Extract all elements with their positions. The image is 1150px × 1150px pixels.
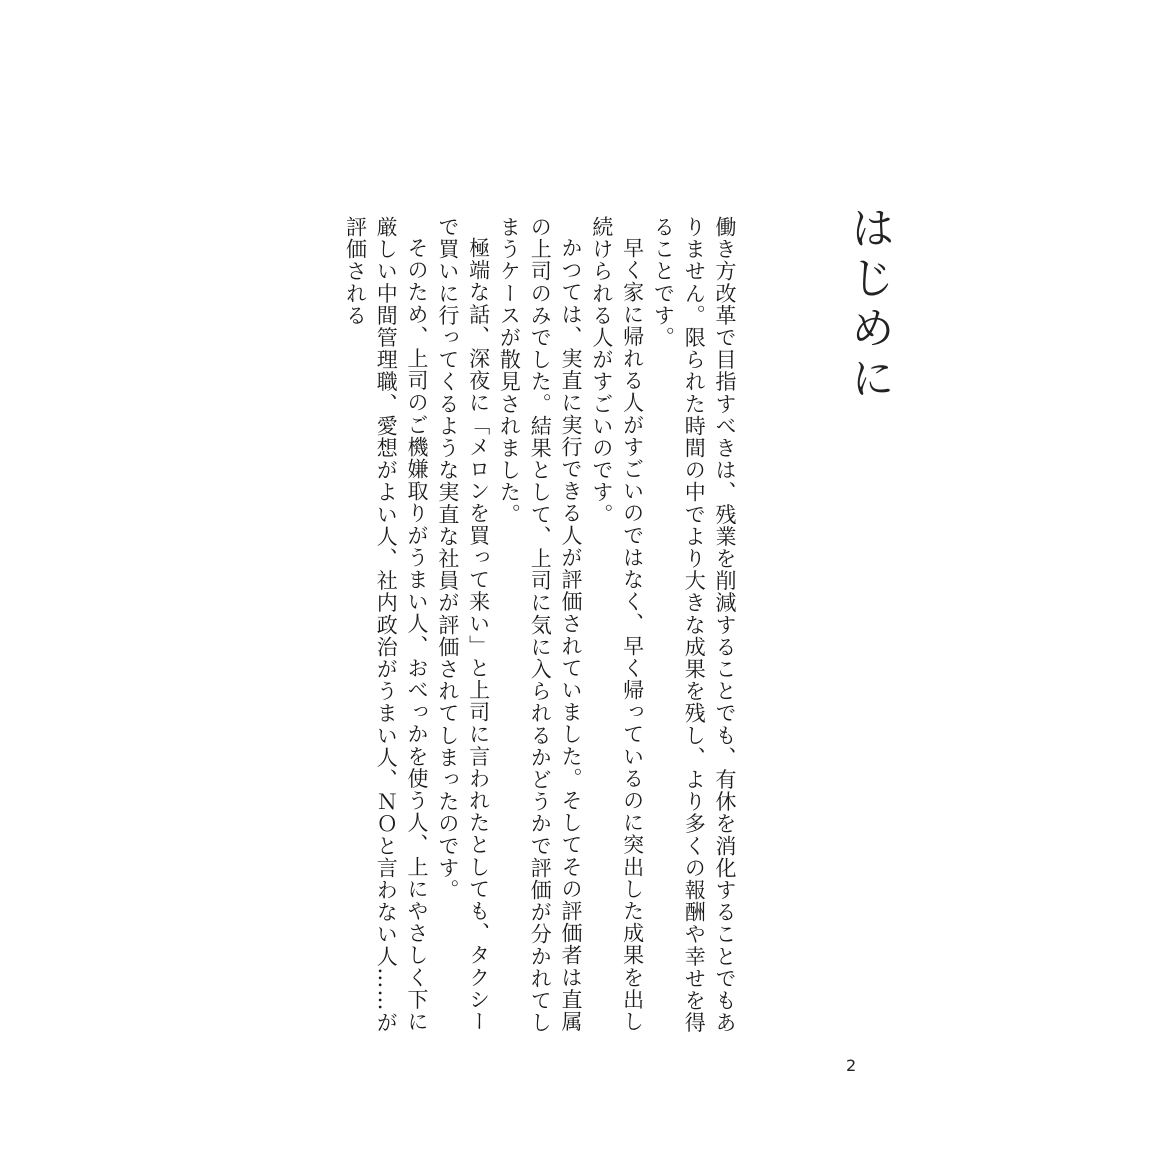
paragraph: かつては、実直に実行できる人が評価されていました。そしてその評価者は直属の上司のみでした。結果として、上司に気に入られるかどうかで評価が分かれてしまうケースが散見されました。: [497, 216, 584, 1034]
page-number: 2: [846, 1056, 857, 1075]
paragraph: 早く家に帰れる人がすごいのではなく、早く帰っているのに突出した成果を出し続けられる人がすごいのです。: [589, 216, 645, 1033]
chapter-title: はじめに: [843, 205, 894, 405]
paragraph: 働き方改革で目指すべきは、残業を削減することでも、有休を消化することでもありません。限られた時間の中でより大きな成果を残し、より多くの報酬や幸せを得ることです。: [651, 216, 737, 1034]
body-text: [300, 216, 740, 1036]
paragraph: そのため、上司のご機嫌取りがうまい人、おべっかを使う人、上にやさしく下に厳しい中間管理職、愛想がよい人、社内政治がうまい人、ＮＯと言わない人……が評価される: [343, 216, 430, 1034]
paragraph: 極端な話、深夜に「メロンを買って来い」と上司に言われたとしても、タクシーで買いに行ってくるような実直な社員が評価されてしまったのです。: [435, 216, 491, 1033]
